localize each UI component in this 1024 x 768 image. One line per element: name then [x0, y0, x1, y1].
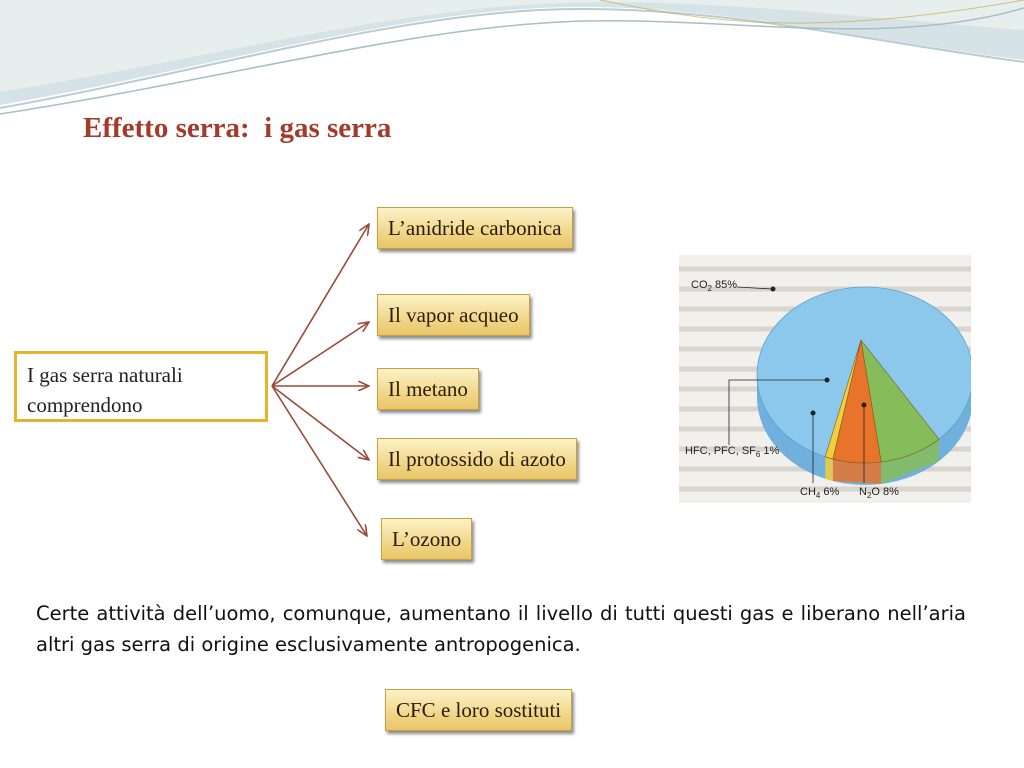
header-wave-decoration: [0, 0, 1024, 130]
arrow-2: [272, 322, 369, 386]
source-box: I gas serra naturali comprendono: [14, 351, 268, 422]
label-co2: $CO_2$ 85%: [691, 279, 738, 293]
arrow-5: [272, 386, 367, 536]
slide-title: Effetto serra: i gas serra: [83, 112, 392, 144]
gas-box-protossido-azoto: Il protossido di azoto: [377, 438, 577, 480]
cfc-box: CFC e loro sostituti: [385, 689, 572, 731]
paragraph-text: Certe attività dell’uomo, comunque, aumentano il livello di tutti questi gas e liberano nell’aria altri gas serra di origine esclusivamente antropogenica.: [36, 602, 966, 656]
label-hfc: HFC, PFC, $SF_6$ 1%: [685, 445, 780, 459]
pie-chart-image: [679, 255, 971, 503]
label-ch4: $CH_4$ 6%: [800, 486, 840, 500]
gas-box-anidride-carbonica: L’anidride carbonica: [377, 207, 573, 249]
arrow-4: [272, 386, 369, 460]
gas-box-vapor-acqueo: Il vapor acqueo: [377, 294, 530, 336]
pie-slice-hfc-side: [825, 457, 833, 481]
label-n2o: $N_2O$ 8%: [859, 486, 899, 500]
gas-box-ozono: L’ozono: [381, 518, 472, 560]
arrow-1: [272, 224, 369, 386]
pie-chart: [679, 255, 971, 503]
gas-box-metano: Il metano: [377, 368, 479, 410]
